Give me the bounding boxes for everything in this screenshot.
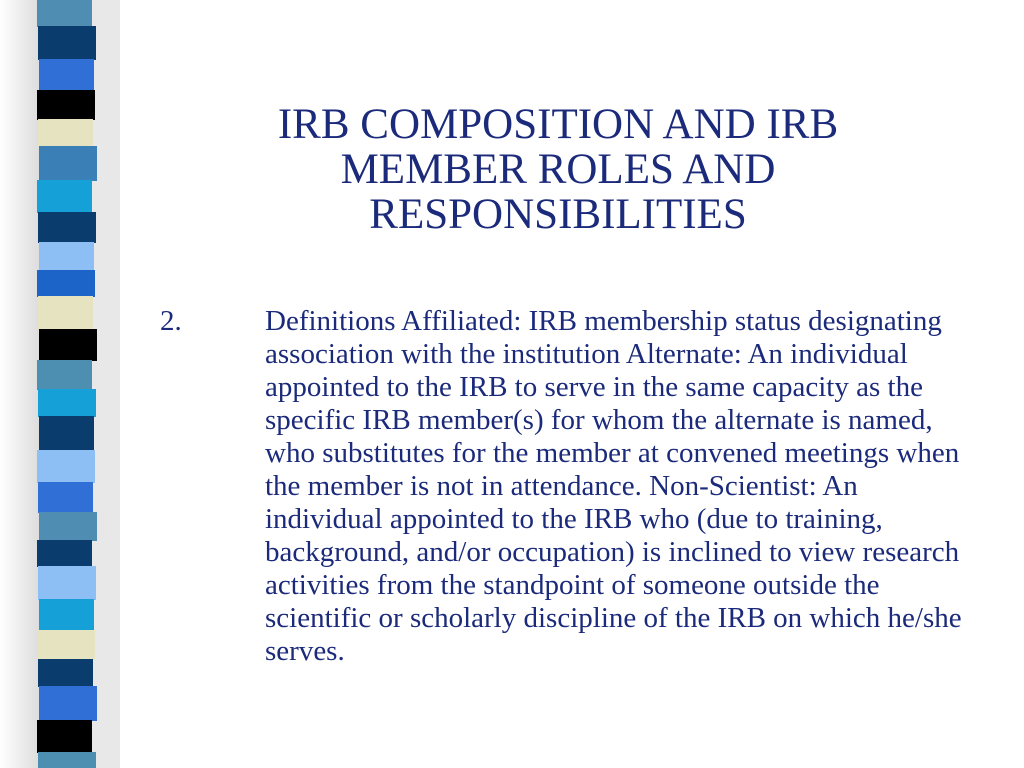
stripe-segment (38, 752, 96, 768)
stripe-segment (38, 212, 96, 243)
stripe-segment (37, 450, 95, 483)
stripe-segment (38, 659, 93, 687)
stripe-group (37, 0, 97, 768)
stripe-segment (39, 416, 94, 451)
stripe-segment (37, 90, 95, 120)
stripe-segment (38, 389, 96, 417)
stripe-segment (37, 180, 92, 213)
stripe-segment (38, 296, 93, 330)
stripe-segment (39, 59, 94, 91)
stripe-segment (39, 686, 97, 721)
stripe-segment (37, 720, 92, 753)
list-number: 2. (160, 305, 182, 337)
definitions-paragraph: Definitions Affiliated: IRB membership status designating association with the institution Alternate: An individual appointed to the IRB to serve in the same capacity as the specific IRB member(s) for whom the alternate is named, who substitutes for the member at convened meetings when the member is not in attendance. Non-Scientist: An individual appointed to the IRB who (due to training, background, and/or occupation) is inclined to view research activities from the standpoint of someone outside the scientific or scholarly discipline of the IRB on which he/she serves. (265, 305, 962, 667)
stripe-segment (39, 512, 97, 541)
stripe-segment (37, 630, 95, 660)
slide-title: IRB COMPOSITION AND IRB MEMBER ROLES AND RESPONSIBILITIES (277, 101, 839, 238)
stripe-segment (38, 26, 96, 60)
stripe-segment (39, 242, 94, 271)
stripe-segment (39, 329, 97, 361)
band-shadow (0, 0, 40, 768)
stripe-segment (38, 119, 93, 147)
stripe-segment (37, 0, 92, 27)
decorative-stripe-band (0, 0, 120, 768)
stripe-segment (39, 599, 94, 631)
stripe-segment (37, 540, 92, 567)
stripe-segment (38, 482, 93, 513)
stripe-segment (38, 566, 96, 600)
stripe-segment (37, 270, 95, 297)
stripe-segment (37, 360, 92, 390)
stripe-segment (39, 146, 97, 181)
